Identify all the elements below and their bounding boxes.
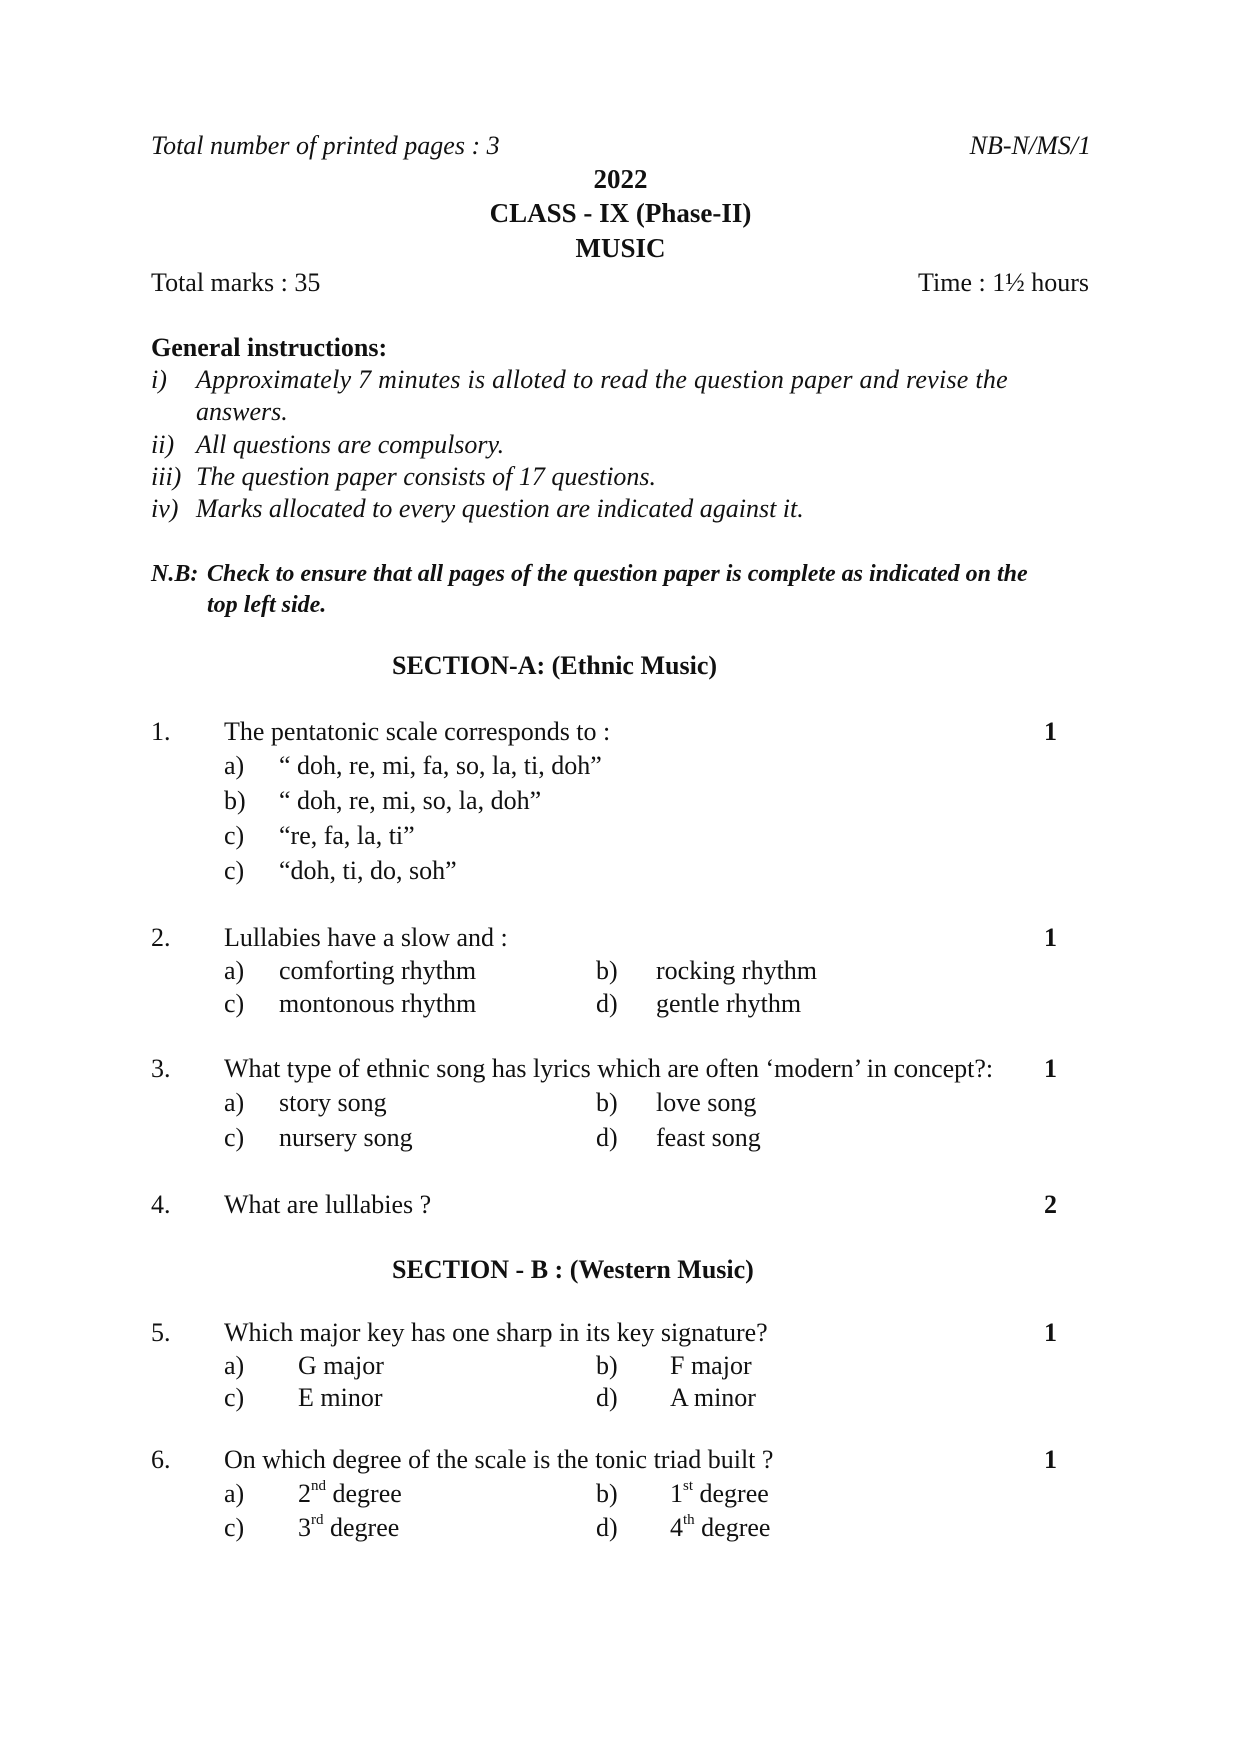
question-1 — [0, 717, 1241, 751]
option-text — [298, 1479, 402, 1509]
option-row — [0, 989, 1241, 1023]
ordinal-suffix: rd — [311, 1512, 324, 1529]
instruction-text: The question paper consists of 17 questions. — [196, 462, 657, 491]
option-text — [298, 1513, 399, 1543]
option-text: nursery song — [279, 1123, 413, 1152]
option-row — [0, 751, 1241, 785]
question-text: The pentatonic scale corresponds to : — [224, 717, 611, 746]
option-label: a) — [224, 1351, 245, 1380]
option-label: b) — [596, 1351, 618, 1380]
question-text: On which degree of the scale is the tonic triad built ? — [224, 1445, 774, 1474]
question-number: 1. — [151, 717, 171, 746]
option-text: “re, fa, la, ti” — [279, 821, 415, 850]
option-label: b) — [224, 786, 246, 815]
instruction-num: i) — [151, 365, 167, 394]
question-text: What are lullabies ? — [224, 1190, 432, 1219]
nb-text: Check to ensure that all pages of the question paper is complete as indicated on the — [207, 561, 1028, 587]
question-text: Lullabies have a slow and : — [224, 923, 508, 952]
option-label: c) — [224, 989, 245, 1018]
option-label: b) — [596, 1088, 618, 1117]
question-number: 5. — [151, 1318, 171, 1347]
option-text: rocking rhythm — [656, 956, 818, 985]
question-marks: 1 — [1044, 1054, 1057, 1083]
section-b-title: SECTION - B : (Western Music) — [392, 1255, 754, 1284]
option-label: a) — [224, 956, 245, 985]
section-a-title: SECTION-A: (Ethnic Music) — [392, 651, 718, 680]
option-label: d) — [596, 1513, 618, 1542]
question-3 — [0, 1054, 1241, 1088]
nb-text-cont: top left side. — [207, 592, 327, 618]
option-row — [0, 856, 1241, 890]
ordinal-suffix: nd — [311, 1478, 326, 1495]
exam-year: 2022 — [593, 164, 648, 194]
option-label: d) — [596, 989, 618, 1018]
degree-word: degree — [693, 1479, 769, 1508]
option-label: a) — [224, 751, 245, 780]
option-text: gentle rhythm — [656, 989, 802, 1018]
subject-title: MUSIC — [575, 233, 666, 263]
option-label: c) — [224, 1513, 245, 1542]
question-marks: 1 — [1044, 1445, 1057, 1474]
nb-label: N.B: — [151, 561, 199, 587]
degree-number: 1 — [670, 1479, 683, 1508]
option-row — [0, 821, 1241, 855]
question-number: 2. — [151, 923, 171, 952]
question-4 — [0, 1190, 1241, 1224]
question-2 — [0, 923, 1241, 957]
ordinal-suffix: th — [683, 1512, 695, 1529]
class-title: CLASS - IX (Phase-II) — [489, 198, 752, 228]
instruction-num: ii) — [151, 430, 175, 459]
instruction-num: iii) — [151, 462, 182, 491]
instruction-text: All questions are compulsory. — [196, 430, 505, 459]
instruction-text: Approximately 7 minutes is alloted to read the question paper and revise the — [196, 365, 1008, 394]
option-text: G major — [298, 1351, 384, 1380]
option-row — [0, 1123, 1241, 1157]
option-text: story song — [279, 1088, 387, 1117]
question-6 — [0, 1445, 1241, 1479]
option-text: “doh, ti, do, soh” — [279, 856, 457, 885]
option-text: feast song — [656, 1123, 761, 1152]
option-text — [670, 1479, 769, 1509]
time-allowed: Time : 1½ hours — [918, 268, 1089, 297]
option-label: c) — [224, 1383, 245, 1412]
degree-number: 3 — [298, 1513, 311, 1542]
option-text: montonous rhythm — [279, 989, 477, 1018]
instruction-text-cont: answers. — [196, 397, 288, 426]
option-label: b) — [596, 956, 618, 985]
option-text: F major — [670, 1351, 752, 1380]
option-text — [670, 1513, 770, 1543]
option-label: c) — [224, 1123, 245, 1152]
option-row — [0, 1383, 1241, 1417]
printed-pages-note: Total number of printed pages : 3 — [151, 131, 500, 160]
question-text: Which major key has one sharp in its key signature? — [224, 1318, 768, 1347]
degree-word: degree — [694, 1513, 771, 1542]
degree-number: 4 — [670, 1513, 683, 1542]
option-label: d) — [596, 1383, 618, 1412]
option-label: d) — [596, 1123, 618, 1152]
question-number: 6. — [151, 1445, 171, 1474]
instructions-heading: General instructions: — [151, 333, 388, 362]
option-text: comforting rhythm — [279, 956, 477, 985]
instruction-text: Marks allocated to every question are indicated against it. — [196, 494, 804, 523]
option-row — [0, 1513, 1241, 1547]
option-text: A minor — [670, 1383, 756, 1412]
degree-number: 2 — [298, 1479, 311, 1508]
question-marks: 1 — [1044, 923, 1057, 952]
option-text: “ doh, re, mi, fa, so, la, ti, doh” — [279, 751, 602, 780]
question-marks: 1 — [1044, 717, 1057, 746]
question-marks: 2 — [1044, 1190, 1057, 1219]
option-label: a) — [224, 1479, 245, 1508]
option-row — [0, 1088, 1241, 1122]
instruction-num: iv) — [151, 494, 179, 523]
question-5 — [0, 1318, 1241, 1352]
option-row — [0, 786, 1241, 820]
question-marks: 1 — [1044, 1318, 1057, 1347]
option-row — [0, 1351, 1241, 1385]
paper-code: NB-N/MS/1 — [969, 131, 1091, 160]
degree-word: degree — [326, 1479, 402, 1508]
option-label: b) — [596, 1479, 618, 1508]
question-number: 4. — [151, 1190, 171, 1219]
total-marks: Total marks : 35 — [151, 268, 321, 297]
option-text: love song — [656, 1088, 757, 1117]
question-text: What type of ethnic song has lyrics which are often ‘modern’ in concept?: — [224, 1054, 994, 1083]
option-label: a) — [224, 1088, 245, 1117]
option-text: “ doh, re, mi, so, la, doh” — [279, 786, 542, 815]
option-text: E minor — [298, 1383, 383, 1412]
degree-word: degree — [323, 1513, 400, 1542]
question-number: 3. — [151, 1054, 171, 1083]
ordinal-suffix: st — [683, 1478, 694, 1495]
option-label: c) — [224, 856, 245, 885]
option-label: c) — [224, 821, 245, 850]
option-row — [0, 956, 1241, 990]
option-row — [0, 1479, 1241, 1513]
